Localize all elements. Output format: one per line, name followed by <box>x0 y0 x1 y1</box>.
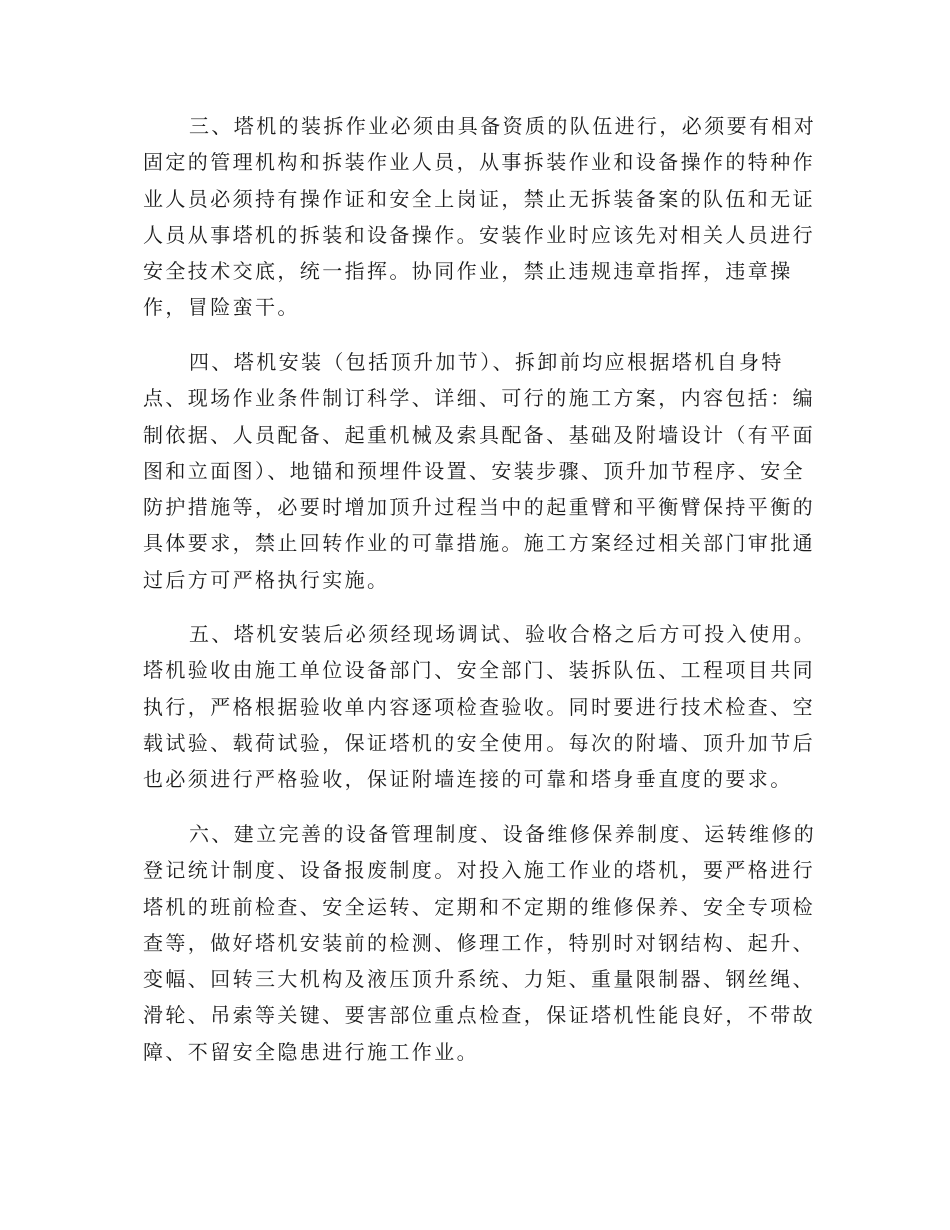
text-line: 图和立面图）、地锚和预埋件设置、安装步骤、顶升加节程序、安全 <box>143 458 805 483</box>
text-line: 查等，做好塔机安装前的检测、修理工作，特别时对钢结构、起升、 <box>143 930 815 955</box>
text-line: 载试验、载荷试验，保证塔机的安全使用。每次的附墙、顶升加节后 <box>143 730 815 755</box>
text-line: 滑轮、吊索等关键、要害部位重点检查，保证塔机性能良好，不带故 <box>143 1003 815 1028</box>
text-line: 也必须进行严格验收，保证附墙连接的可靠和塔身垂直度的要求。 <box>143 767 793 792</box>
paragraph-4 <box>143 344 815 598</box>
paragraph-6 <box>143 816 816 1070</box>
text-line: 六、建立完善的设备管理制度、设备维修保养制度、运转维修的 <box>189 822 817 846</box>
text-line: 过后方可严格执行实施。 <box>143 567 390 592</box>
text-line: 变幅、回转三大机构及液压顶升系统、力矩、重量限制器、钢丝绳、 <box>143 967 815 992</box>
text-line: 作，冒险蛮干。 <box>143 295 300 320</box>
text-line: 制依据、人员配备、起重机械及索具配备、基础及附墙设计（有平面 <box>143 422 815 447</box>
text-line: 四、塔机安装（包括顶升加节）、拆卸前均应根据塔机自身特 <box>189 350 784 374</box>
text-line: 安全技术交底，统一指挥。协同作业，禁止违规违章指挥，违章操 <box>143 259 793 284</box>
text-line: 塔机的班前检查、安全运转、定期和不定期的维修保养、安全专项检 <box>143 894 815 919</box>
paragraph-5 <box>143 616 816 797</box>
text-line: 障、不留安全隐患进行施工作业。 <box>143 1039 479 1064</box>
text-line: 执行，严格根据验收单内容逐项检查验收。同时要进行技术检查、空 <box>143 694 815 719</box>
text-line: 业人员必须持有操作证和安全上岗证，禁止无拆装备案的队伍和无证 <box>143 186 815 211</box>
text-line: 防护措施等，必要时增加顶升过程当中的起重臂和平衡臂保持平衡的 <box>143 495 815 520</box>
text-line: 三、塔机的装拆作业必须由具备资质的队伍进行，必须要有相对 <box>189 114 817 138</box>
text-line: 五、塔机安装后必须经现场调试、验收合格之后方可投入使用。 <box>189 622 817 646</box>
text-line: 登记统计制度、设备报废制度。对投入施工作业的塔机，要严格进行 <box>143 858 815 883</box>
text-line: 塔机验收由施工单位设备部门、安全部门、装拆队伍、工程项目共同 <box>143 658 815 683</box>
text-line: 具体要求，禁止回转作业的可靠措施。施工方案经过相关部门审批通 <box>143 531 815 556</box>
text-line: 人员从事塔机的拆装和设备操作。安装作业时应该先对相关人员进行 <box>143 222 815 247</box>
text-line: 点、现场作业条件制订科学、详细、可行的施工方案，内容包括：编 <box>143 386 815 411</box>
text-line: 固定的管理机构和拆装作业人员，从事拆装作业和设备操作的特种作 <box>143 150 815 175</box>
paragraph-3 <box>143 108 816 326</box>
